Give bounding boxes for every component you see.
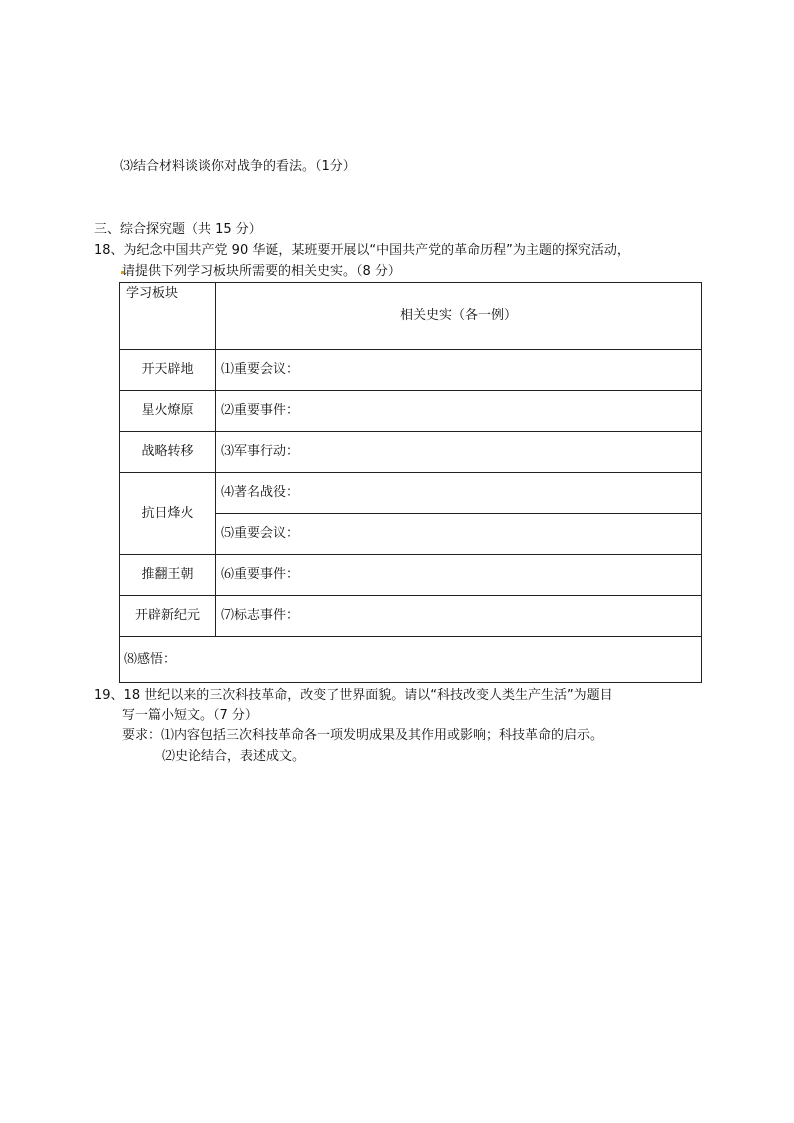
table-row — [120, 391, 702, 432]
column-header-module: 学习板块 — [120, 283, 216, 350]
q18-prompt-line2: 请提供下列学习板块所需要的相关史实。（8 分） — [122, 264, 401, 279]
answer-cell[interactable]: ⑸重要会议： — [216, 514, 702, 555]
study-table — [119, 282, 702, 683]
module-label: 星火燎原 — [120, 391, 216, 432]
module-label: 开天辟地 — [120, 350, 216, 391]
q19-prompt-line2: 写一篇小短文。（7 分） — [122, 708, 258, 723]
answer-cell[interactable]: ⑶军事行动： — [216, 432, 702, 473]
table-row — [120, 473, 702, 514]
table-row — [120, 596, 702, 637]
module-label: 开辟新纪元 — [120, 596, 216, 637]
answer-cell[interactable]: ⑵重要事件： — [216, 391, 702, 432]
answer-cell[interactable]: ⑴重要会议： — [216, 350, 702, 391]
table-row — [120, 350, 702, 391]
column-header-facts: 相关史实（各一例） — [216, 283, 702, 350]
q17-part3-prompt: ⑶结合材料谈谈你对战争的看法。（1分） — [120, 159, 356, 174]
answer-cell[interactable]: ⑺标志事件： — [216, 596, 702, 637]
reflection-cell[interactable]: ⑻感悟： — [120, 637, 702, 683]
table-row — [120, 555, 702, 596]
module-label: 抗日烽火 — [120, 473, 216, 555]
q19-prompt-line1: 19、18 世纪以来的三次科技革命，改变了世界面貌。请以“科技改变人类生产生活”为题目 — [94, 688, 613, 703]
q18-prompt-line1: 18、为纪念中国共产党 90 华诞，某班要开展以“中国共产党的革命历程”为主题的探究活动， — [94, 243, 630, 258]
answer-cell[interactable]: ⑷著名战役： — [216, 473, 702, 514]
answer-cell[interactable]: ⑹重要事件： — [216, 555, 702, 596]
table-row — [120, 432, 702, 473]
module-label: 推翻王朝 — [120, 555, 216, 596]
q19-requirement-2: ⑵史论结合，表述成文。 — [162, 749, 306, 764]
section-title: 三、综合探究题（共 15 分） — [94, 222, 262, 237]
q19-requirement-1: 要求：⑴内容包括三次科技革命各一项发明成果及其作用或影响；科技革命的启示。 — [122, 728, 604, 743]
module-label: 战略转移 — [120, 432, 216, 473]
